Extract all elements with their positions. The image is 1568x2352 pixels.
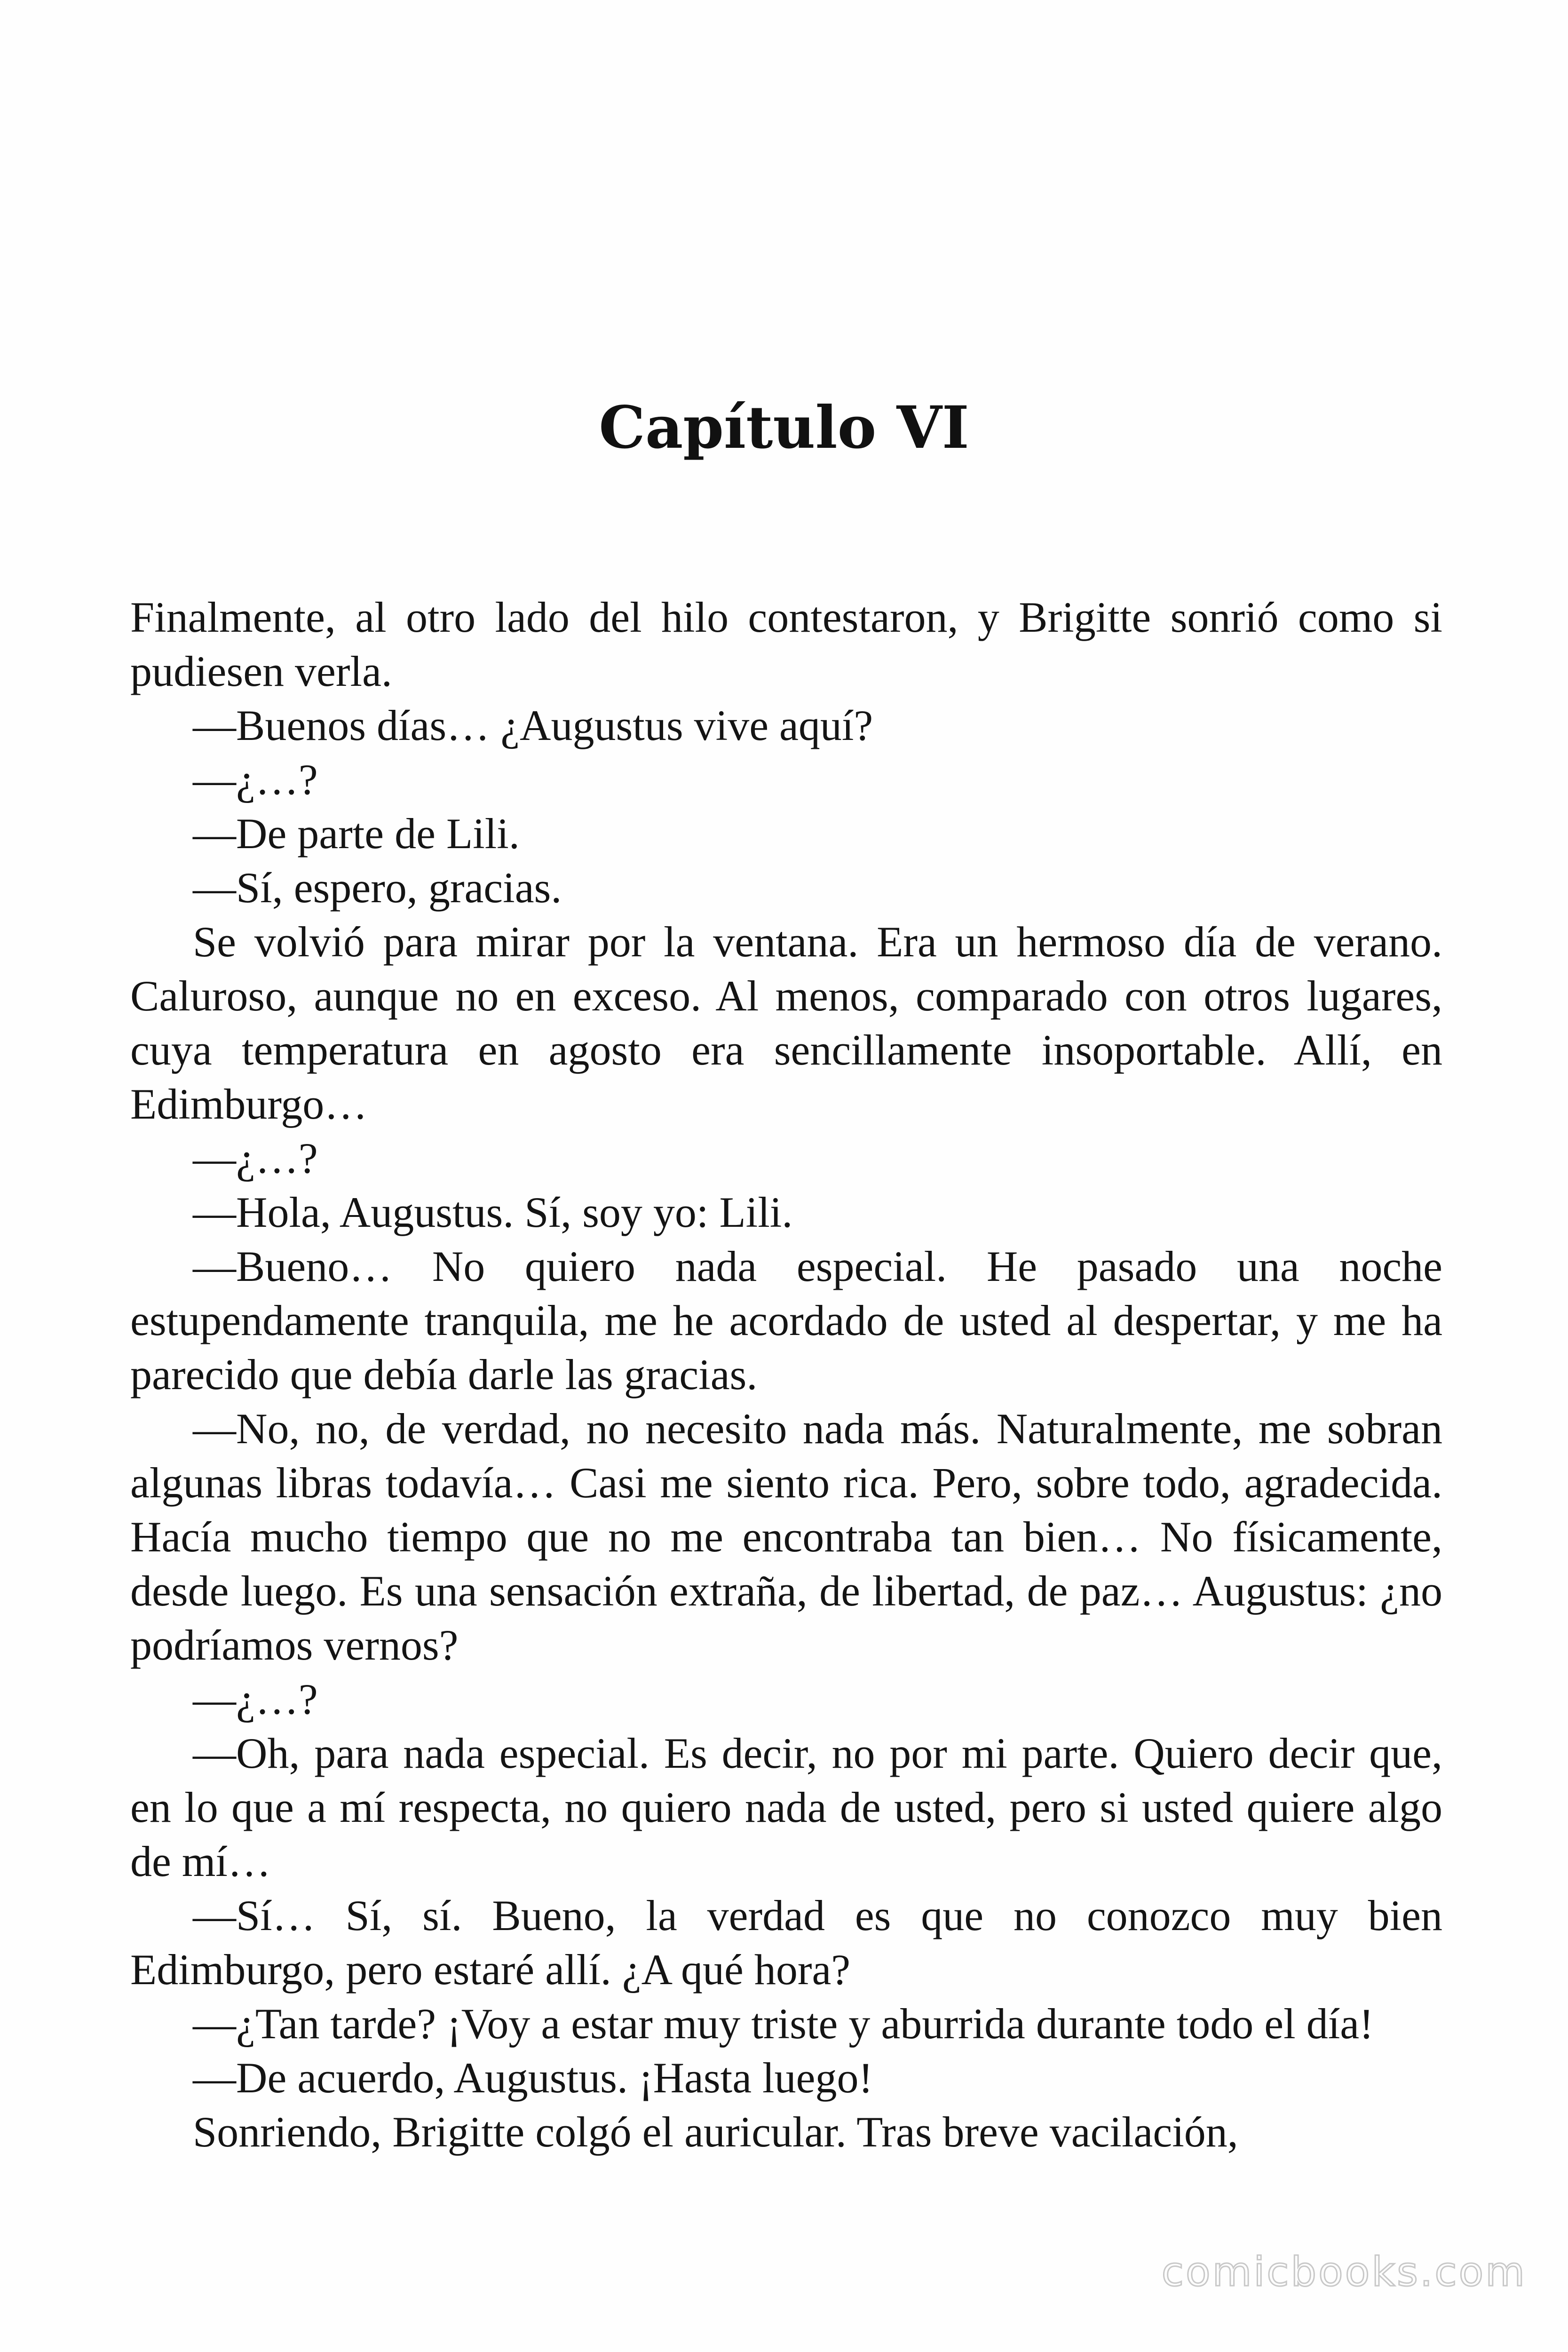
chapter-body	[130, 590, 1442, 2159]
dialogue-line: —Bueno… No quiero nada especial. He pasado una noche estupendamente tranquila, me he acordado de usted al despertar, y me ha parecido que debía darle las gracias.	[130, 1242, 1442, 1398]
dialogue-line: —Sí, espero, gracias.	[193, 864, 562, 912]
dialogue-line: —De acuerdo, Augustus. ¡Hasta luego!	[193, 2054, 873, 2102]
dialogue-line: —Oh, para nada especial. Es decir, no por mi parte. Quiero decir que, en lo que a mí respecta, no quiero nada de usted, pero si usted quiere algo de mí…	[130, 1729, 1442, 1885]
paragraph: Finalmente, al otro lado del hilo contestaron, y Brigitte sonrió como si pudiesen verla.	[130, 593, 1442, 695]
dialogue-line: —No, no, de verdad, no necesito nada más. Naturalmente, me sobran algunas libras todavía… Casi me siento rica. Pero, sobre todo, agradecida. Hacía mucho tiempo que no me encontraba tan bien… No físicamente, desde luego. Es una sensación extraña, de libertad, de paz… Augustus: ¿no podríamos vernos?	[130, 1405, 1442, 1669]
dialogue-line: —Hola, Augustus. Sí, soy yo: Lili.	[193, 1188, 793, 1236]
dialogue-line: —Sí… Sí, sí. Bueno, la verdad es que no conozco muy bien Edimburgo, pero estaré allí. ¿A qué hora?	[130, 1891, 1442, 1994]
chapter-title: Capítulo VI	[599, 394, 969, 462]
dialogue-line: —¿…?	[193, 1675, 318, 1723]
dialogue-line: —¿…?	[193, 1134, 318, 1182]
dialogue-line: —Buenos días… ¿Augustus vive aquí?	[193, 701, 873, 749]
paragraph: Sonriendo, Brigitte colgó el auricular. Tras breve vacilación,	[193, 2108, 1238, 2156]
paragraph: Se volvió para mirar por la ventana. Era un hermoso día de verano. Caluroso, aunque no en exceso. Al menos, comparado con otros lugares, cuya temperatura en agosto era sencillamente insoportable. Allí, en Edimburgo…	[130, 918, 1442, 1128]
dialogue-line: —De parte de Lili.	[193, 810, 520, 858]
dialogue-line: —¿…?	[193, 755, 318, 803]
dialogue-line: —¿Tan tarde? ¡Voy a estar muy triste y aburrida durante todo el día!	[193, 2000, 1374, 2048]
watermark: comicbooks.com	[1161, 2249, 1527, 2296]
